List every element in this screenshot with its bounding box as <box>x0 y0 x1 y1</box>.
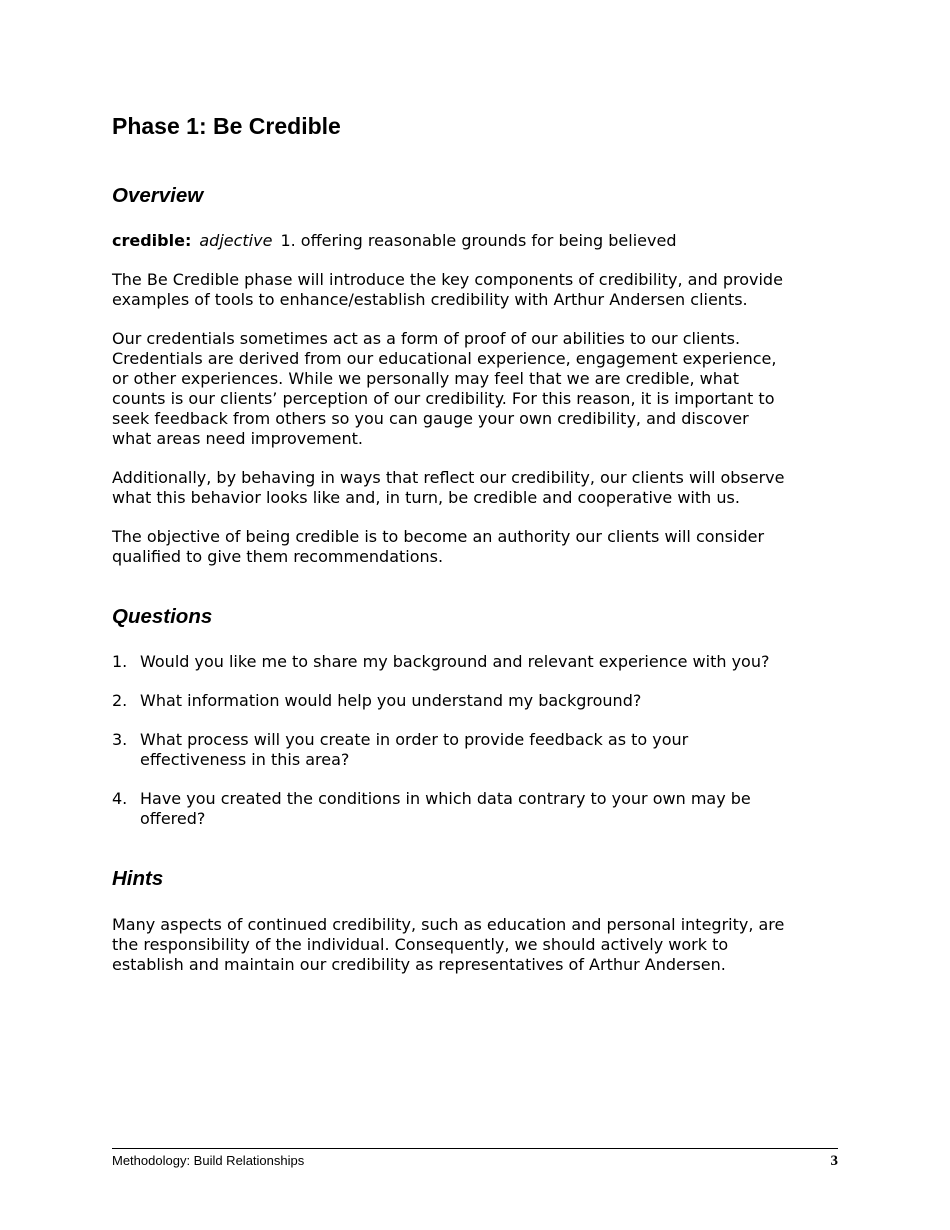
definition-term: credible: <box>112 231 192 250</box>
text-line: establish and maintain our credibility as representatives of Arthur Andersen. <box>112 955 726 974</box>
text-line: Credentials are derived from our educational experience, engagement experience, <box>112 349 777 368</box>
overview-heading: Overview <box>112 184 204 207</box>
question-item <box>112 691 838 711</box>
overview-paragraph-2 <box>112 329 838 449</box>
text-line: Additionally, by behaving in ways that reflect our credibility, our clients will observe <box>112 468 785 487</box>
text-line: qualified to give them recommendations. <box>112 547 444 566</box>
question-text: What process will you create in order to provide feedback as to your <box>140 730 689 749</box>
text-line: counts is our clients’ perception of our credibility. For this reason, it is important to <box>112 389 775 408</box>
question-item <box>112 789 838 829</box>
question-number: 3. <box>112 730 128 749</box>
hints-heading: Hints <box>112 867 164 890</box>
footer-title: Methodology: Build Relationships <box>112 1153 305 1168</box>
question-text: effectiveness in this area? <box>140 750 350 769</box>
definition <box>112 231 676 251</box>
page-title: Phase 1: Be Credible <box>112 113 341 139</box>
text-line: examples of tools to enhance/establish credibility with Arthur Andersen clients. <box>112 290 748 309</box>
hints-paragraph <box>112 915 838 975</box>
footer-divider <box>112 1148 838 1149</box>
text-line: the responsibility of the individual. Consequently, we should actively work to <box>112 935 729 954</box>
definition-part-of-speech: adjective <box>199 231 273 250</box>
question-number: 1. <box>112 652 128 671</box>
text-line: what this behavior looks like and, in turn, be credible and cooperative with us. <box>112 488 740 507</box>
overview-paragraph-4 <box>112 527 838 567</box>
text-line: what areas need improvement. <box>112 429 364 448</box>
text-line: Our credentials sometimes act as a form of proof of our abilities to our clients. <box>112 329 741 348</box>
question-text: What information would help you understand my background? <box>140 691 642 710</box>
overview-paragraph-3 <box>112 468 838 508</box>
text-line: Many aspects of continued credibility, such as education and personal integrity, are <box>112 915 785 934</box>
text-line: seek feedback from others so you can gauge your own credibility, and discover <box>112 409 749 428</box>
page-number: 3 <box>830 1153 838 1169</box>
question-number: 2. <box>112 691 128 710</box>
question-text: Have you created the conditions in which data contrary to your own may be <box>140 789 751 808</box>
question-text: offered? <box>140 809 206 828</box>
text-line: or other experiences. While we personally may feel that we are credible, what <box>112 369 739 388</box>
questions-heading: Questions <box>112 605 213 628</box>
text-line: The Be Credible phase will introduce the key components of credibility, and provide <box>112 270 783 289</box>
overview-paragraph-1 <box>112 270 838 310</box>
definition-text: 1. offering reasonable grounds for being believed <box>280 231 677 250</box>
question-text: Would you like me to share my background and relevant experience with you? <box>140 652 770 671</box>
text-line: The objective of being credible is to become an authority our clients will consider <box>112 527 765 546</box>
question-item <box>112 652 838 672</box>
question-number: 4. <box>112 789 128 808</box>
question-item <box>112 730 838 770</box>
